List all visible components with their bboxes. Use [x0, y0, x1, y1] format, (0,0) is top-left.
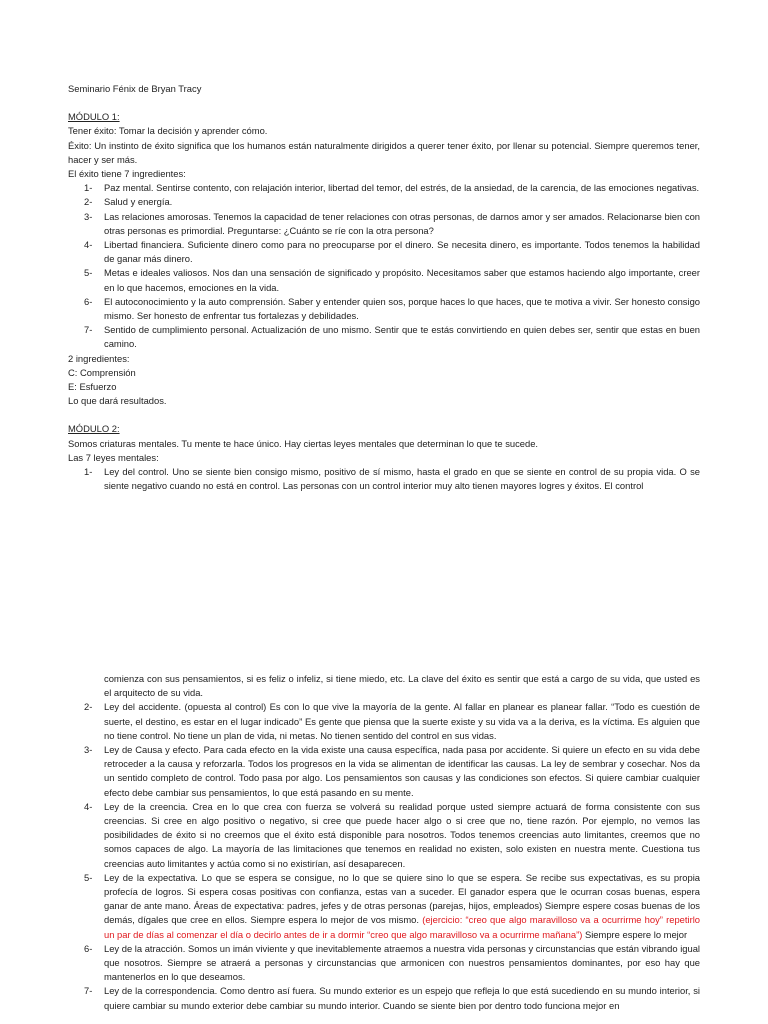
- top-section: [68, 82, 700, 493]
- list-item: 2- Salud y energía.: [84, 196, 173, 208]
- list-item: 4- Ley de la creencia. Crea en lo que crea con fuerza se volverá su realidad porque usted siempre actuará de forma consistente con sus creencias. Si cree en algo positivo o negativo, si cree que puede hacer algo o si cree que no, tiene razón. Por ejemplo, no vemos las posibilidades de éxito si no creemos que el éxito está disponible para nosotros. Todos tenemos creencias auto limitantes, creemos que no somos capaces de algo. La mayoría de las limitaciones que tenemos en realidad no existen, solo existen en nuestra mente. Cuestiona tus creencias auto limitantes y actúa como si no existirían, así desaparecen.: [84, 800, 700, 869]
- ingredients-list: [68, 181, 700, 351]
- two-ingredients: 2 ingredientes:: [68, 352, 130, 364]
- e-line: E: Esfuerzo: [68, 381, 117, 393]
- list-item: 4- Libertad financiera. Suficiente dinero como para no preocuparse por el dinero. Se necesita dinero, es importante. Todos tenemos la habilidad de ganar más dinero.: [84, 239, 700, 265]
- laws-intro: Las 7 leyes mentales:: [68, 451, 159, 463]
- list-item: 5- Metas e ideales valiosos. Nos dan una sensación de significado y propósito. Necesitamos saber que estamos haciendo algo importante, creer en lo que hacemos, emociones en la vida.: [84, 267, 700, 293]
- laws-list-start: [68, 465, 700, 493]
- module-2-heading: MÓDULO 2:: [68, 423, 120, 435]
- module-1-intro: Tener éxito: Tomar la decisión y aprender cómo.: [68, 125, 268, 137]
- exercise-note: (ejercicio: “creo que algo maravilloso va a ocurrirme hoy” repetirlo un par de días al comenzar el día o decirlo antes de ir a dormir “creo que algo maravilloso va a ocurrirme mañana”): [104, 914, 700, 940]
- module-1-heading: MÓDULO 1:: [68, 111, 120, 123]
- bottom-section: [68, 672, 700, 1013]
- list-item: 2- Ley del accidente. (opuesta al control) Es con lo que vive la mayoría de la gente. Al fallar en planear es planear fallar. “Todo es cuestión de suerte, el destino, es estar en el lugar indicado” Es gente que piensa que la suerte existe y su vida va a la deriva, es la víctima. Es alguien que no tiene control. No tiene un plan de vida, ni metas. No tienen sentido del control en sus vidas.: [84, 701, 700, 741]
- result-line: Lo que dará resultados.: [68, 395, 167, 407]
- list-item: 3- Las relaciones amorosas. Tenemos la capacidad de tener relaciones con otras personas, de darnos amor y ser amados. Relacionarse bien con otras personas es primordial. Preguntarse: ¿Cuánto se ríe con la otra persona?: [84, 210, 700, 236]
- list-item: 6- El autoconocimiento y la auto comprensión. Saber y entender quien sos, porque haces lo que haces, que te motiva a vivir. Ser honesto consigo mismo. Ser honesto de enfrentar tus fortalezas y debilidades.: [84, 295, 700, 322]
- list-item: 1- Ley del control. Uno se siente bien consigo mismo, positivo de sí mismo, hasta el grado en que se siente en control de su propia vida. O se siente negativo cuando no está en control. Las personas con un control interior muy alto tienen mayores logres y éxitos. El control: [84, 466, 700, 492]
- list-item: 6- Ley de la atracción. Somos un imán viviente y que inevitablemente atraemos a nuestra vida personas y circunstancias que están vibrando igual que nosotros. Siempre se atraerá a personas y circunstancias que armonicen con nuestros pensamientos dominantes, por eso hay que mantenerlos en lo que deseamos.: [84, 942, 700, 983]
- list-item: 7- Sentido de cumplimiento personal. Actualización de uno mismo. Sentir que te estás convirtiendo en quien debes ser, sentir que estas en buen camino.: [84, 324, 700, 350]
- laws-list: [68, 700, 700, 1012]
- module-2-intro: Somos criaturas mentales. Tu mente te hace único. Hay ciertas leyes mentales que determinan lo que te sucede.: [68, 437, 539, 449]
- list-item: 3- Ley de Causa y efecto. Para cada efecto en la vida existe una causa específica, nada pasa por accidente. Si quiere un efecto en su vida debe retroceder a la causa y reforzarla. Todos los progresos en la vida se alimentan de identificar las causas. La ley de sembrar y cosechar. Nos da un sentido completo de control. Todo pasa por algo. Los pensamientos son causas y las condiciones son efectos. Si quiere cambiar cualquier efecto debe cambiar sus pensamientos, lo que está pasando en su mente.: [84, 744, 700, 798]
- list-item: 7- Ley de la correspondencia. Como dentro así fuera. Su mundo exterior es un espejo que refleja lo que está sucediendo en su mundo interior, si quiere cambiar su mundo exterior debe cambiar su mundo interior. Cuando se siente bien por dentro todo funciona mejor en: [84, 985, 700, 1011]
- document-title: Seminario Fénix de Bryan Tracy: [68, 83, 202, 94]
- ingredients-intro: El éxito tiene 7 ingredientes:: [68, 168, 186, 180]
- list-item: 1- Paz mental. Sentirse contento, con relajación interior, libertad del temor, del estrés, de la ansiedad, de la carencia, de las emociones negativas.: [84, 182, 700, 194]
- law-1-continuation: comienza con sus pensamientos, si es feliz o infeliz, si tiene miedo, etc. La clave del éxito es sentir que está a cargo de su vida, que usted es el arquitecto de su vida.: [104, 673, 700, 699]
- c-line: C: Comprensión: [68, 366, 136, 378]
- module-1-exito: Éxito: Un instinto de éxito significa que los humanos están naturalmente dirigidos a querer tener éxito, por llenar su potencial. Siempre queremos tener, hacer y ser más.: [68, 139, 700, 165]
- list-item: 5- Ley de la expectativa. Lo que se espera se consigue, no lo que se quiere sino lo que se espera. Se recibe sus expectativas, es su propia profecía de logros. Si espera cosas positivas con confianza, estas van a suceder. El ganador espera que le ocurran cosas buenas, espera ganar de ante mano. Áreas de expectativa: padres, jefes y de otras personas (parejas, hijos, empleados) Siempre espere cosas buenas de los demás, dígales que cree en ellos. Siempre espera lo mejor de vos mismo. (ejercicio: “creo que algo maravilloso va a ocurrirme hoy” repetirlo un par de días al comenzar el día o decirlo antes de ir a dormir “creo que algo maravilloso va a ocurrirme mañana”) Siempre espere lo mejor: [84, 871, 700, 940]
